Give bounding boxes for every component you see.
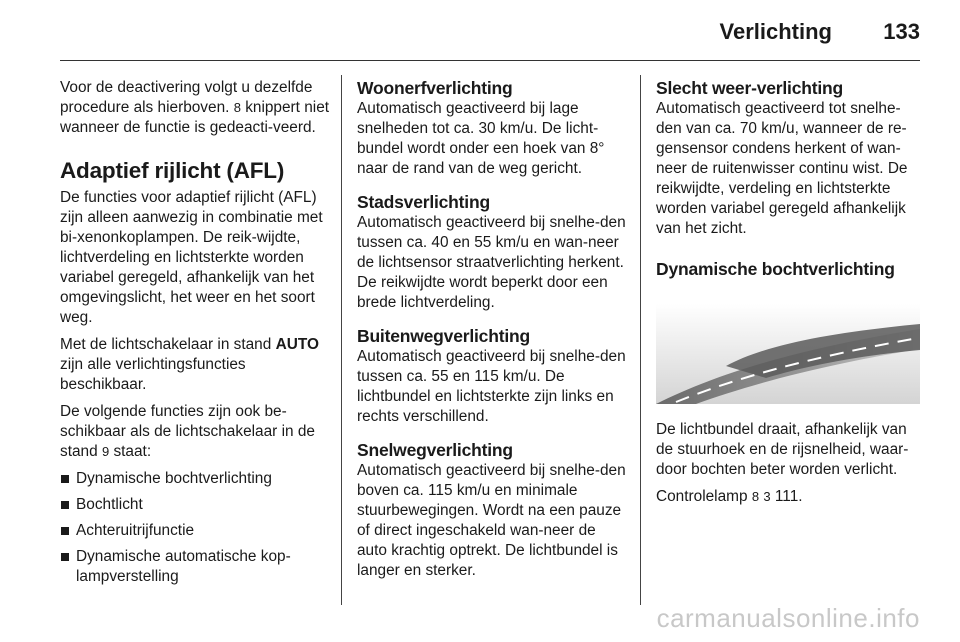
section-text-buitenweg: Automatisch geactiveerd bij snelhe-den tussen ca. 55 en 115 km/u. De lichtbundel en lichtsterkte zijn links en rechts verschillend. (357, 348, 626, 425)
page-number: 133 (883, 19, 920, 44)
headlight-indicator-icon: 8 (751, 489, 760, 504)
list-item: Bochtlicht (60, 495, 332, 515)
auto-label: AUTO (275, 336, 319, 353)
section-heading-stad: Stadsverlichting (357, 192, 490, 212)
list-item: Dynamische bochtverlichting (60, 469, 332, 489)
section-text-bochtverlichting: De lichtbundel draait, afhankelijk van de stuurhoek en de rijsnelheid, waar-door bochten beter worden verlicht. (656, 421, 909, 478)
section-heading-bochtverlichting: Dynamische bochtverlichting (656, 259, 895, 279)
section-heading-woonerf: Woonerfverlichting (357, 78, 513, 98)
section-text-woonerf: Automatisch geactiveerd bij lage snelheden tot ca. 30 km/u. De licht-bundel wordt onder een hoek van 8° naar de rand van de weg gericht. (357, 100, 605, 177)
function-list (60, 469, 332, 587)
column-right (656, 78, 924, 514)
low-beam-icon: 9 (101, 444, 110, 459)
control-lamp-reference: Controlelamp 8 3 111. (656, 488, 803, 505)
header-divider (60, 60, 920, 61)
section-heading-buitenweg: Buitenwegverlichting (357, 326, 530, 346)
page-reference-arrow-icon: 3 (763, 489, 771, 504)
afl-paragraph-3: De volgende functies zijn ook be-schikbaar als de lichtschakelaar in de stand 9 staat: (60, 403, 315, 460)
page-title: Verlichting (719, 19, 832, 44)
section-text-stad: Automatisch geactiveerd bij snelhe-den tussen ca. 40 en 55 km/u en wan-neer de lichtsensor straatverlichting herkent. De reikwijdte wordt beperkt door een brede lichtverdeling. (357, 214, 626, 311)
column-divider-2 (640, 75, 641, 605)
section-text-snelweg: Automatisch geactiveerd bij snelhe-den boven ca. 115 km/u en minimale stuurbewegingen. Wordt na een pauze of direct ingeschakeld wan-neer de auto krachtig optrekt. De lichtbundel is langer en sterker. (357, 462, 626, 579)
section-text-slecht-weer: Automatisch geactiveerd tot snelhe-den van ca. 70 km/u, wanneer de re-gensensor condens herkent of wan-neer de ruitenwisser continu wist. De reikwijdte, verdeling en lichtsterkte worden variabel geregeld afhankelijk van het zicht. (656, 100, 908, 237)
section-heading-afl: Adaptief rijlicht (AFL) (60, 158, 285, 183)
list-item: Dynamische automatische kop-lampverstelling (60, 547, 332, 587)
section-heading-snelweg: Snelwegverlichting (357, 440, 513, 460)
cornering-light-illustration (656, 304, 920, 404)
bullet-square-icon (61, 527, 69, 535)
column-left (60, 78, 332, 593)
intro-paragraph: Voor de deactivering volgt u dezelfde procedure als hierboven. 8 knippert niet wanneer de functie is gedeacti-veerd. (60, 79, 330, 136)
section-heading-slecht-weer: Slecht weer-verlichting (656, 78, 843, 98)
afl-paragraph-2: Met de lichtschakelaar in stand AUTO zijn alle verlichtingsfuncties beschikbaar. (60, 336, 319, 393)
bullet-square-icon (61, 475, 69, 483)
column-divider-1 (341, 75, 342, 605)
list-item: Achteruitrijfunctie (60, 521, 332, 541)
headlight-indicator-icon: 8 (233, 100, 241, 115)
afl-paragraph-1: De functies voor adaptief rijlicht (AFL) zijn alleen aanwezig in combinatie met bi-xenonkoplampen. De reik-wijdte, lichtverdeling en lichtsterkte worden variabel geregeld, afhankelijk van het omgevingslicht, het weer en het soort weg. (60, 189, 323, 326)
watermark: carmanualsonline.info (656, 603, 920, 633)
bullet-square-icon (61, 553, 69, 561)
column-middle (357, 78, 629, 588)
bullet-square-icon (61, 501, 69, 509)
